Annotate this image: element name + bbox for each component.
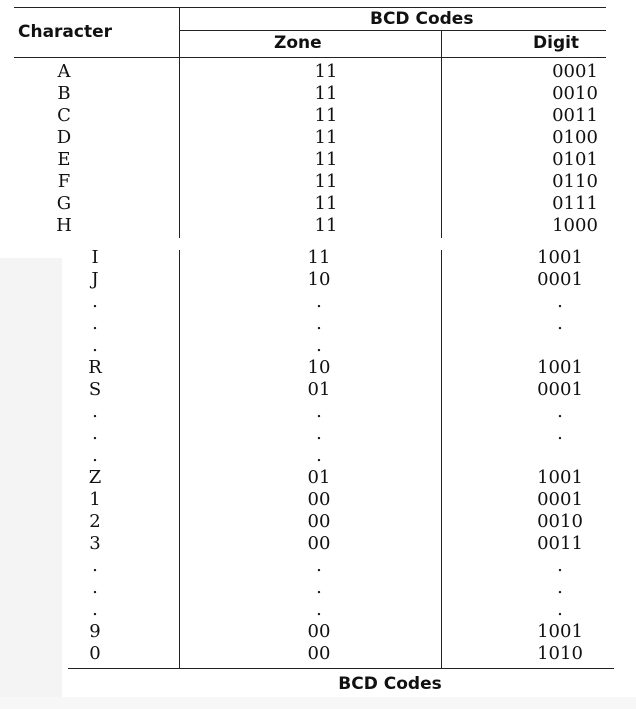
cell-zone: 11 — [314, 83, 338, 104]
cell-digit: 1010 — [537, 643, 583, 664]
cell-digit: . — [557, 291, 563, 312]
column-divider-lower-left — [179, 250, 180, 668]
table-caption: BCD Codes — [338, 674, 442, 694]
cell-digit: 0011 — [552, 105, 598, 126]
cell-zone: 11 — [314, 127, 338, 148]
cell-digit: 0110 — [552, 171, 598, 192]
scan-shade-left — [0, 258, 62, 709]
cell-character: E — [57, 149, 71, 170]
cell-digit: . — [557, 313, 563, 334]
cell-digit: 1001 — [537, 247, 583, 268]
cell-digit: 1001 — [537, 357, 583, 378]
cell-zone: 10 — [307, 357, 331, 378]
cell-character: 0 — [89, 643, 101, 664]
cell-character: R — [88, 357, 102, 378]
cell-zone: 11 — [314, 105, 338, 126]
cell-character: C — [57, 105, 71, 126]
cell-zone: 10 — [307, 269, 331, 290]
cell-digit: 0010 — [552, 83, 598, 104]
cell-zone: 11 — [314, 149, 338, 170]
header-digit: Digit — [533, 33, 580, 53]
cell-zone: . — [316, 291, 322, 312]
group-header-rule — [180, 30, 606, 31]
cell-character: H — [56, 215, 72, 236]
cell-character: A — [57, 61, 71, 82]
cell-zone: . — [316, 423, 322, 444]
cell-zone: . — [316, 599, 322, 620]
cell-zone: 11 — [307, 247, 331, 268]
cell-digit: 0001 — [537, 489, 583, 510]
cell-character: . — [92, 335, 98, 356]
cell-zone: 00 — [307, 643, 331, 664]
cell-zone: . — [316, 335, 322, 356]
cell-character: G — [56, 193, 72, 214]
cell-character: . — [92, 577, 98, 598]
table-bottom-rule — [68, 668, 614, 669]
cell-digit: 1001 — [537, 621, 583, 642]
cell-digit: . — [557, 599, 563, 620]
header-bcd-codes: BCD Codes — [370, 9, 474, 29]
cell-digit: . — [557, 555, 563, 576]
cell-character: . — [92, 445, 98, 466]
cell-digit: . — [557, 401, 563, 422]
header-character: Character — [18, 22, 113, 42]
cell-character: D — [56, 127, 72, 148]
cell-character: . — [92, 401, 98, 422]
cell-character: . — [92, 291, 98, 312]
header-bottom-rule — [14, 57, 606, 58]
cell-character: . — [92, 423, 98, 444]
cell-character: F — [57, 171, 71, 192]
cell-digit: 0011 — [537, 533, 583, 554]
cell-zone: 11 — [314, 61, 338, 82]
cell-digit: . — [557, 577, 563, 598]
cell-digit: 0010 — [537, 511, 583, 532]
cell-digit: 0101 — [552, 149, 598, 170]
column-divider-upper-right — [441, 30, 442, 238]
cell-zone: 01 — [307, 379, 331, 400]
cell-character: . — [92, 313, 98, 334]
cell-digit: 0001 — [552, 61, 598, 82]
cell-zone: . — [316, 577, 322, 598]
cell-digit: 0100 — [552, 127, 598, 148]
cell-character: . — [92, 599, 98, 620]
cell-zone: 11 — [314, 171, 338, 192]
scan-shade-bottom — [0, 697, 636, 709]
cell-character: . — [92, 555, 98, 576]
cell-character: S — [88, 379, 102, 400]
cell-zone: 00 — [307, 533, 331, 554]
cell-zone: . — [316, 401, 322, 422]
cell-character: Z — [88, 467, 102, 488]
column-divider-lower-right — [441, 250, 442, 668]
cell-digit: 1000 — [552, 215, 598, 236]
table-top-rule — [14, 7, 606, 8]
cell-zone: 01 — [307, 467, 331, 488]
cell-digit: 1001 — [537, 467, 583, 488]
cell-character: 1 — [89, 489, 101, 510]
cell-digit: 0001 — [537, 269, 583, 290]
cell-digit: . — [557, 423, 563, 444]
cell-character: 3 — [89, 533, 101, 554]
cell-character: I — [91, 247, 99, 268]
cell-zone: 11 — [314, 193, 338, 214]
cell-character: B — [57, 83, 71, 104]
cell-zone: 11 — [314, 215, 338, 236]
cell-digit: 0111 — [552, 193, 598, 214]
header-zone: Zone — [274, 33, 322, 53]
cell-zone: 00 — [307, 621, 331, 642]
cell-character: 9 — [89, 621, 101, 642]
cell-zone: . — [316, 445, 322, 466]
cell-zone: . — [316, 555, 322, 576]
cell-zone: 00 — [307, 489, 331, 510]
cell-digit: 0001 — [537, 379, 583, 400]
cell-zone: . — [316, 313, 322, 334]
cell-character: 2 — [89, 511, 101, 532]
cell-character: J — [91, 269, 99, 290]
column-divider-upper-left — [179, 8, 180, 238]
cell-zone: 00 — [307, 511, 331, 532]
